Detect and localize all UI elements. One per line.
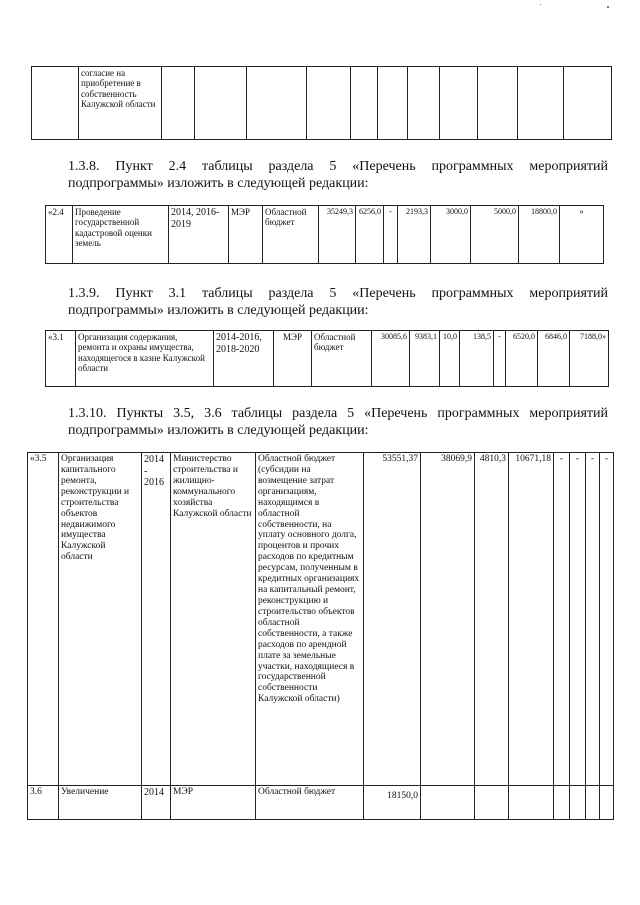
cell bbox=[162, 67, 195, 140]
cell-value: 30085,6 bbox=[372, 331, 410, 387]
paragraph-line: подпрограммы» изложить в следующей редакции: bbox=[68, 176, 369, 191]
cell bbox=[307, 67, 351, 140]
paragraph-1-3-10-cont bbox=[68, 422, 608, 439]
cell-value bbox=[586, 786, 600, 820]
cell-value: 10,0 bbox=[440, 331, 460, 387]
scan-speck bbox=[540, 4, 541, 5]
cell-end: » bbox=[560, 206, 604, 264]
cell-source: Областной бюджет bbox=[263, 206, 319, 264]
table-item-3-1 bbox=[45, 330, 609, 387]
cell-value: 7188,0» bbox=[570, 331, 609, 387]
cell-value bbox=[600, 786, 614, 820]
cell bbox=[351, 67, 378, 140]
cell-name: Организация содержания, ремонта и охраны имущества, находящегося в казне Калужской области bbox=[76, 331, 214, 387]
cell-value: - bbox=[494, 331, 506, 387]
table-item-2-4 bbox=[45, 205, 604, 264]
cell-executor: МЭР bbox=[274, 331, 312, 387]
cell-executor: Министерство строительства и жилищно-коммунального хозяйства Калужской области bbox=[171, 453, 256, 786]
cell-value bbox=[570, 786, 586, 820]
cell-value: 18150,0 bbox=[364, 786, 421, 820]
scan-speck bbox=[607, 6, 609, 8]
cell-value: 4810,3 bbox=[475, 453, 509, 786]
cell-value: - bbox=[384, 206, 398, 264]
table-items-3-5-3-6 bbox=[27, 452, 614, 820]
cell-name: Увеличение bbox=[59, 786, 142, 820]
table-row bbox=[28, 786, 614, 820]
cell-years: 2014 - 2016 bbox=[142, 453, 171, 786]
table-row bbox=[32, 67, 612, 140]
cell-value bbox=[475, 786, 509, 820]
paragraph-1-3-8 bbox=[68, 158, 608, 175]
cell-value: - bbox=[586, 453, 600, 786]
cell-executor: МЭР bbox=[171, 786, 256, 820]
table-top-fragment bbox=[31, 66, 612, 140]
cell-value bbox=[509, 786, 554, 820]
cell-value: 9383,1 bbox=[410, 331, 440, 387]
cell bbox=[378, 67, 408, 140]
paragraph-1-3-10 bbox=[68, 405, 608, 422]
cell bbox=[32, 67, 79, 140]
cell-num: 3.6 bbox=[28, 786, 59, 820]
cell-value: 2193,3 bbox=[398, 206, 431, 264]
cell-value: 138,5 bbox=[460, 331, 494, 387]
cell-value: 18800,0 bbox=[519, 206, 560, 264]
cell-value bbox=[421, 786, 475, 820]
cell-value: 35249,3 bbox=[319, 206, 356, 264]
cell-num: «3.1 bbox=[46, 331, 76, 387]
cell-name: согласие на приобретение в собственность Калужской области bbox=[79, 67, 162, 140]
cell bbox=[564, 67, 612, 140]
table-row bbox=[46, 331, 609, 387]
cell bbox=[440, 67, 478, 140]
cell bbox=[518, 67, 564, 140]
cell-source: Областной бюджет bbox=[312, 331, 372, 387]
cell-years: 2014-2016, 2018-2020 bbox=[214, 331, 274, 387]
cell-years: 2014, 2016-2019 bbox=[169, 206, 229, 264]
cell-num: «2.4 bbox=[46, 206, 73, 264]
cell-name: Организация капитального ремонта, реконструкции и строительства объектов недвижимого имущества Калужской области bbox=[59, 453, 142, 786]
cell-source: Областной бюджет (субсидии на возмещение затрат организациям, находящимся в областной собственности, на уплату основного долга, процентов и прочих расходов по кредитным ресурсам, полученным в кредитных организациях на капитальный ремонт, реконструкцию и строительство объектов областной собственности, а также расходов по арендной плате за земельные участки, находящиеся в государственной собственности Калужской области) bbox=[256, 453, 364, 786]
paragraph-line: 1.3.10. Пункты 3.5, 3.6 таблицы раздела 5 «Перечень программных мероприятий bbox=[68, 406, 608, 421]
paragraph-line: 1.3.8. Пункт 2.4 таблицы раздела 5 «Перечень программных мероприятий bbox=[68, 159, 608, 174]
table-row bbox=[28, 453, 614, 786]
cell-value: 53551,37 bbox=[364, 453, 421, 786]
cell-value: 10671,18 bbox=[509, 453, 554, 786]
cell-num: «3.5 bbox=[28, 453, 59, 786]
cell-value: - bbox=[554, 453, 570, 786]
paragraph-line: подпрограммы» изложить в следующей редакции: bbox=[68, 423, 369, 438]
cell-executor: МЭР bbox=[229, 206, 263, 264]
cell bbox=[195, 67, 247, 140]
paragraph-1-3-9-cont bbox=[68, 302, 608, 319]
cell bbox=[408, 67, 440, 140]
paragraph-1-3-8-cont bbox=[68, 175, 608, 192]
cell-years: 2014 bbox=[142, 786, 171, 820]
cell bbox=[247, 67, 307, 140]
table-row bbox=[46, 206, 604, 264]
paragraph-line: подпрограммы» изложить в следующей редакции: bbox=[68, 303, 369, 318]
cell-name: Проведение государственной кадастровой оценки земель bbox=[73, 206, 169, 264]
cell-value: - bbox=[600, 453, 614, 786]
cell-value bbox=[554, 786, 570, 820]
cell-value: 6256,0 bbox=[356, 206, 384, 264]
cell-value: 5000,0 bbox=[471, 206, 519, 264]
cell-value: 38069,9 bbox=[421, 453, 475, 786]
paragraph-1-3-9 bbox=[68, 285, 608, 302]
cell-value: 6846,0 bbox=[538, 331, 570, 387]
cell bbox=[478, 67, 518, 140]
paragraph-line: 1.3.9. Пункт 3.1 таблицы раздела 5 «Перечень программных мероприятий bbox=[68, 286, 608, 301]
cell-value: - bbox=[570, 453, 586, 786]
cell-value: 3000,0 bbox=[431, 206, 471, 264]
cell-source: Областной бюджет bbox=[256, 786, 364, 820]
cell-value: 6520,0 bbox=[506, 331, 538, 387]
